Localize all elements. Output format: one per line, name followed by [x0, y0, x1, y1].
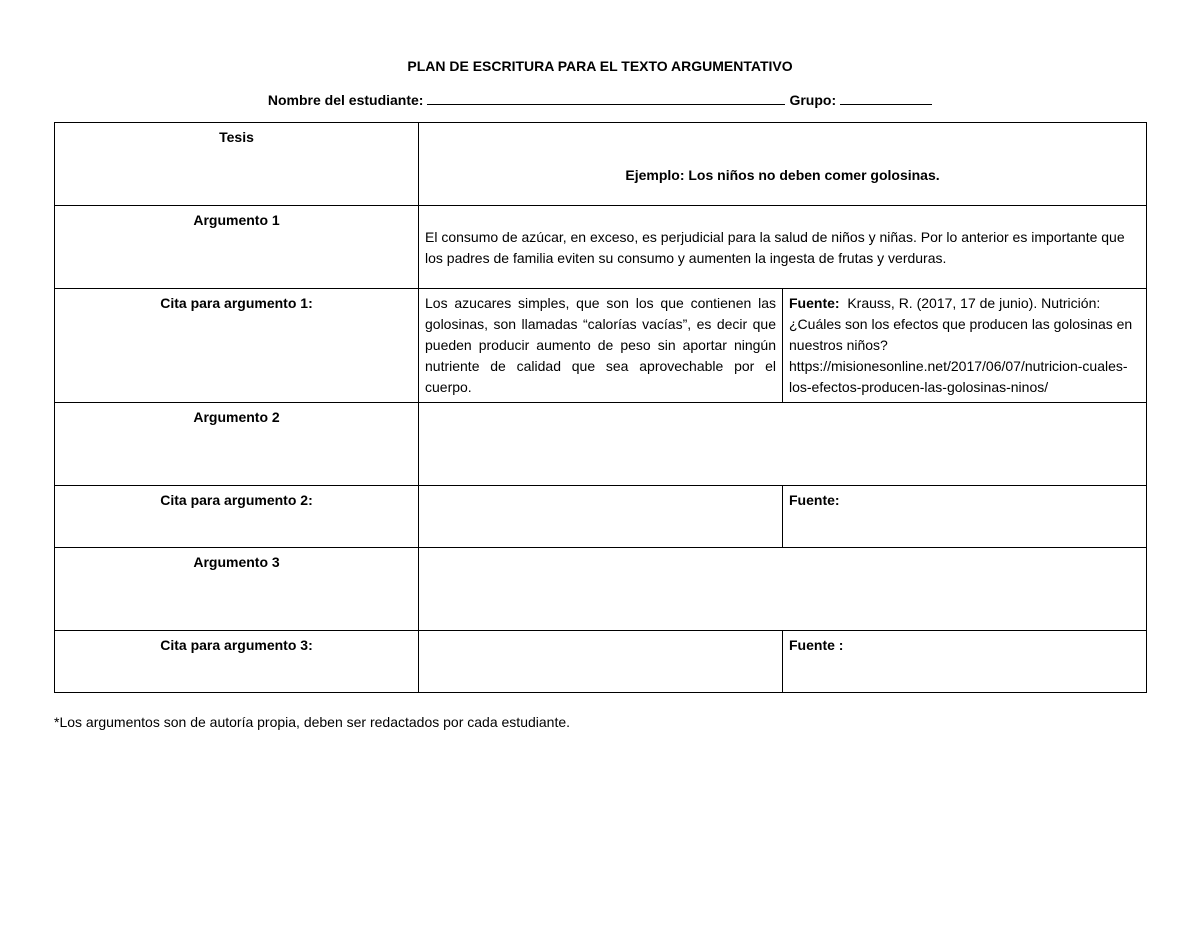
table-row-cita-3 — [55, 631, 1147, 693]
student-info-line — [0, 92, 1200, 108]
table-row-tesis — [55, 123, 1147, 206]
fuente-3-cell[interactable] — [783, 631, 1147, 693]
table-row-argumento-1 — [55, 206, 1147, 289]
table-row-cita-2 — [55, 486, 1147, 548]
fuente-2-cell[interactable] — [783, 486, 1147, 548]
argumento-1-label: Argumento 1 — [55, 206, 419, 289]
group-blank[interactable] — [840, 92, 932, 105]
student-name-blank[interactable] — [427, 92, 785, 105]
tesis-cell[interactable] — [419, 123, 1147, 206]
fuente-3-label: Fuente : — [789, 637, 844, 653]
cita-3-cell[interactable] — [419, 631, 783, 693]
cita-3-label: Cita para argumento 3: — [55, 631, 419, 693]
fuente-2-label: Fuente: — [789, 492, 840, 508]
argumento-2-cell[interactable] — [419, 403, 1147, 486]
argumento-1-text: El consumo de azúcar, en exceso, es perjudicial para la salud de niños y niñas. Por lo anterior es importante que los padres de familia eviten su consumo y aumenten la ingesta de frutas y verduras. — [425, 229, 1125, 266]
cita-2-cell[interactable] — [419, 486, 783, 548]
group-label: Grupo: — [789, 92, 837, 108]
footnote: *Los argumentos son de autoría propia, deben ser redactados por cada estudiante. — [54, 714, 571, 730]
fuente-1-text: Krauss, R. (2017, 17 de junio). Nutrición: ¿Cuáles son los efectos que producen las golosinas en nuestros niños? https://misionesonline.net/2017/06/07/nutricion-cuales-los-efectos-producen-las-golosinas-ninos/ — [789, 295, 1137, 395]
fuente-1-cell[interactable] — [783, 289, 1147, 403]
fuente-1-label: Fuente: — [789, 295, 840, 311]
argumento-3-label: Argumento 3 — [55, 548, 419, 631]
writing-plan-table — [54, 122, 1147, 693]
table-row-argumento-2 — [55, 403, 1147, 486]
tesis-label: Tesis — [55, 123, 419, 206]
table-row-cita-1 — [55, 289, 1147, 403]
student-name-label: Nombre del estudiante: — [267, 92, 424, 108]
tesis-example: Ejemplo: Los niños no deben comer golosinas. — [625, 167, 940, 183]
table-row-argumento-3 — [55, 548, 1147, 631]
argumento-1-cell[interactable] — [419, 206, 1147, 289]
cita-1-cell[interactable] — [419, 289, 783, 403]
document-title: PLAN DE ESCRITURA PARA EL TEXTO ARGUMENTATIVO — [407, 58, 793, 74]
argumento-2-label: Argumento 2 — [55, 403, 419, 486]
cita-1-label: Cita para argumento 1: — [55, 289, 419, 403]
argumento-3-cell[interactable] — [419, 548, 1147, 631]
cita-2-label: Cita para argumento 2: — [55, 486, 419, 548]
cita-1-text: Los azucares simples, que son los que contienen las golosinas, son llamadas “calorías vacías”, es decir que pueden producir aumento de peso sin aportar ningún nutriente de calidad que sea aprovechable por el cuerpo. — [425, 295, 776, 395]
